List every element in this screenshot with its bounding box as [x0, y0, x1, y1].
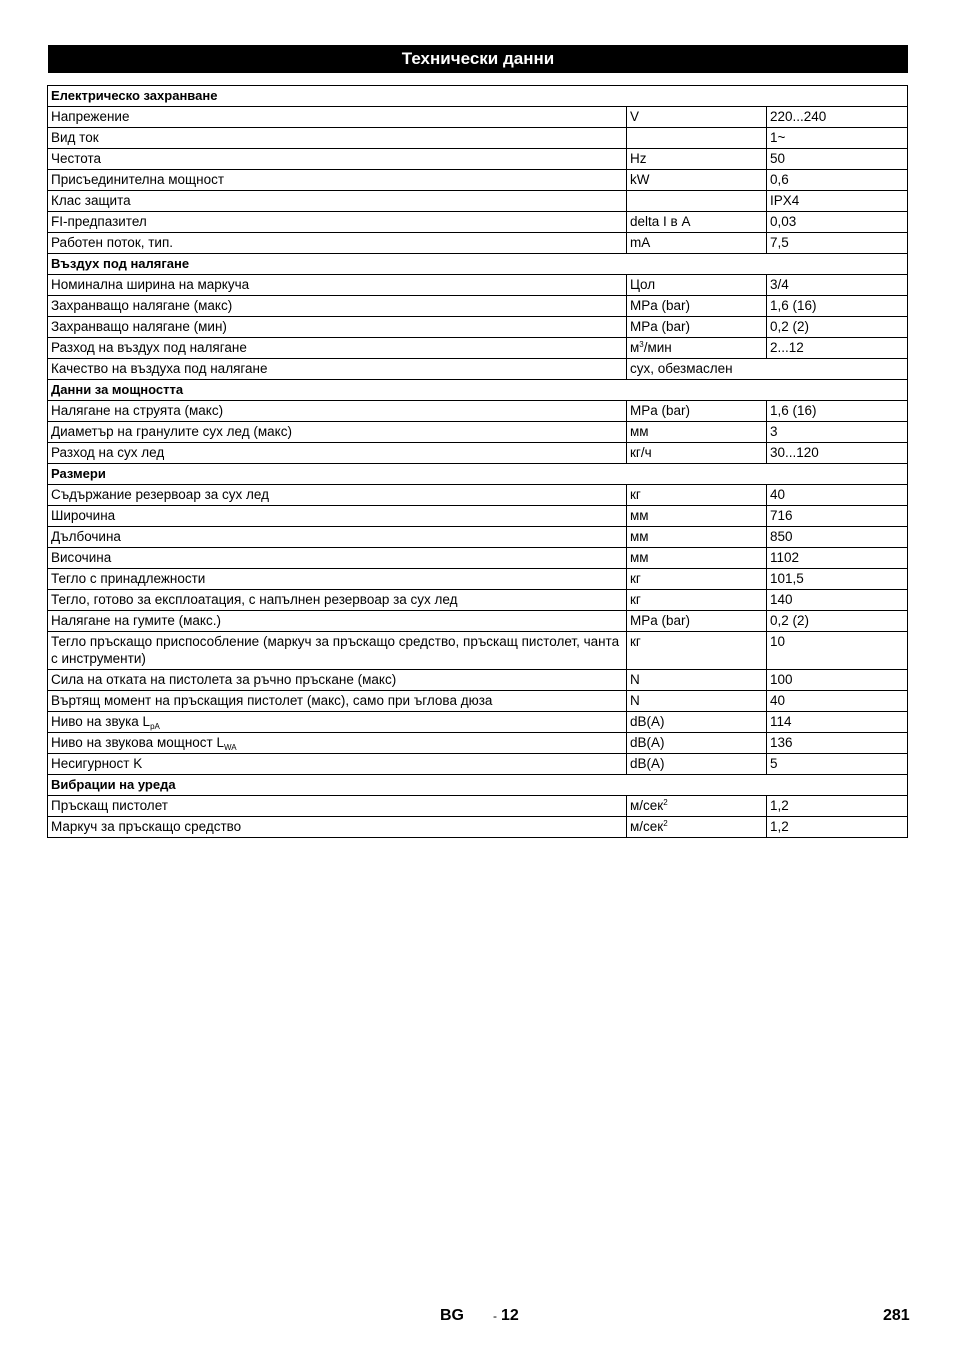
row-unit	[627, 359, 908, 380]
row-value: 10	[767, 632, 908, 670]
table-row	[48, 401, 908, 422]
row-value: 3	[767, 422, 908, 443]
row-unit-text: dB(A)	[630, 756, 665, 771]
footer-page-number: 281	[883, 1307, 910, 1324]
table-row	[48, 359, 908, 380]
row-value: 50	[767, 149, 908, 170]
row-label-text: Присъединителна мощност	[51, 172, 225, 187]
row-label-subscript: WA	[224, 743, 237, 752]
row-label	[48, 632, 627, 670]
row-unit-text: V	[630, 109, 640, 124]
row-label-text: Широчина	[51, 508, 116, 523]
row-label	[48, 691, 627, 712]
row-label-text: Клас защита	[51, 193, 131, 208]
row-unit-text: N	[630, 672, 640, 687]
row-unit	[627, 670, 767, 691]
row-label	[48, 422, 627, 443]
row-unit-text: кг	[630, 487, 641, 502]
row-unit	[627, 233, 767, 254]
row-unit-text: кг/ч	[630, 445, 652, 460]
table-row	[48, 338, 908, 359]
row-value: 0,03	[767, 212, 908, 233]
row-label-text: Вид ток	[51, 130, 99, 145]
row-value: 850	[767, 527, 908, 548]
row-label	[48, 712, 627, 733]
row-unit	[627, 149, 767, 170]
table-row	[48, 796, 908, 817]
row-label	[48, 548, 627, 569]
row-unit-text: dB(A)	[630, 735, 665, 750]
row-value: 1,2	[767, 796, 908, 817]
row-unit	[627, 170, 767, 191]
row-value: 0,6	[767, 170, 908, 191]
row-unit-text: мм	[630, 550, 649, 565]
row-unit-text: kW	[630, 172, 650, 187]
row-label-text: Съдържание резервоар за сух лед	[51, 487, 269, 502]
row-label-text: Несигурност K	[51, 756, 143, 771]
row-unit-text: м/сек	[630, 819, 664, 834]
row-label-text: Ниво на звукова мощност L	[51, 735, 224, 750]
row-label	[48, 359, 627, 380]
row-unit-text: кг	[630, 634, 641, 649]
table-row	[48, 569, 908, 590]
row-value: 100	[767, 670, 908, 691]
table-row	[48, 506, 908, 527]
row-unit	[627, 128, 767, 149]
row-unit-text: mA	[630, 235, 651, 250]
row-label-text: Честота	[51, 151, 102, 166]
row-value: 7,5	[767, 233, 908, 254]
table-row	[48, 817, 908, 838]
row-unit-text: dB(A)	[630, 714, 665, 729]
row-unit	[627, 817, 767, 838]
row-unit	[627, 527, 767, 548]
section-heading: Вибрации на уреда	[48, 775, 908, 796]
row-unit	[627, 401, 767, 422]
row-label-text: Номинална ширина на маркуча	[51, 277, 250, 292]
row-value: 220...240	[767, 107, 908, 128]
row-label-text: FI-предпазител	[51, 214, 147, 229]
table-row	[48, 317, 908, 338]
row-unit	[627, 191, 767, 212]
table-row	[48, 191, 908, 212]
row-label-text: Разход на сух лед	[51, 445, 165, 460]
row-unit	[627, 317, 767, 338]
row-label-text: Налягане на струята (макс)	[51, 403, 224, 418]
row-unit-text: м/сек	[630, 798, 664, 813]
footer-page-local-number: 12	[501, 1307, 519, 1324]
row-label-text: Височина	[51, 550, 112, 565]
row-label-text: Напрежение	[51, 109, 130, 124]
row-unit	[627, 296, 767, 317]
row-value: 5	[767, 754, 908, 775]
row-label	[48, 170, 627, 191]
row-unit	[627, 275, 767, 296]
row-value: IPX4	[767, 191, 908, 212]
row-unit	[627, 590, 767, 611]
row-label	[48, 527, 627, 548]
row-unit-text: мм	[630, 424, 649, 439]
row-label	[48, 817, 627, 838]
row-value: 1,6 (16)	[767, 296, 908, 317]
row-label	[48, 191, 627, 212]
row-label-text: Качество на въздуха под налягане	[51, 361, 268, 376]
row-unit-text: кг	[630, 592, 641, 607]
row-label-text: Дълбочина	[51, 529, 121, 544]
footer-language: BG	[440, 1307, 464, 1324]
row-unit	[627, 796, 767, 817]
row-unit	[627, 506, 767, 527]
row-label	[48, 233, 627, 254]
row-label	[48, 506, 627, 527]
row-label-text: Тегло с принадлежности	[51, 571, 206, 586]
row-unit-text: MPa (bar)	[630, 298, 691, 313]
row-label	[48, 733, 627, 754]
row-label-text: Диаметър на гранулите сух лед (макс)	[51, 424, 292, 439]
row-value: 101,5	[767, 569, 908, 590]
row-value: 40	[767, 691, 908, 712]
row-label	[48, 485, 627, 506]
section-heading: Данни за мощността	[48, 380, 908, 401]
row-label	[48, 107, 627, 128]
row-label	[48, 212, 627, 233]
table-row	[48, 443, 908, 464]
row-unit-superscript: 2	[663, 819, 668, 828]
row-unit	[627, 443, 767, 464]
row-label	[48, 317, 627, 338]
footer-page-local	[493, 1307, 519, 1325]
table-row	[48, 422, 908, 443]
row-label	[48, 590, 627, 611]
row-label-text: Пръскащ пистолет	[51, 798, 168, 813]
row-label-text: Сила на отката на пистолета за ръчно пръскане (макс)	[51, 672, 397, 687]
row-unit-text: delta I в A	[630, 214, 691, 229]
row-value: 1102	[767, 548, 908, 569]
row-label-text: Налягане на гумите (макс.)	[51, 613, 221, 628]
row-value: 1~	[767, 128, 908, 149]
row-label	[48, 149, 627, 170]
row-value: 114	[767, 712, 908, 733]
page-title: Технически данни	[48, 45, 908, 73]
row-label-text: Работен поток, тип.	[51, 235, 174, 250]
row-unit-text: мм	[630, 529, 649, 544]
row-label	[48, 401, 627, 422]
table-row	[48, 107, 908, 128]
technical-data-table	[47, 85, 908, 838]
row-value: 30...120	[767, 443, 908, 464]
table-row	[48, 611, 908, 632]
table-row	[48, 170, 908, 191]
table-row	[48, 590, 908, 611]
row-label	[48, 611, 627, 632]
row-label	[48, 443, 627, 464]
row-label	[48, 296, 627, 317]
row-unit	[627, 712, 767, 733]
row-value: 1,6 (16)	[767, 401, 908, 422]
table-row	[48, 296, 908, 317]
row-unit-text: MPa (bar)	[630, 319, 691, 334]
row-label	[48, 275, 627, 296]
row-label	[48, 670, 627, 691]
table-row	[48, 233, 908, 254]
row-label	[48, 796, 627, 817]
row-value: 140	[767, 590, 908, 611]
row-unit	[627, 632, 767, 670]
section-heading: Размери	[48, 464, 908, 485]
row-unit	[627, 422, 767, 443]
row-unit-text: мм	[630, 508, 649, 523]
row-label	[48, 338, 627, 359]
row-label-text: Захранващо налягане (мин)	[51, 319, 227, 334]
table-row	[48, 128, 908, 149]
row-unit-text: Hz	[630, 151, 647, 166]
row-label	[48, 754, 627, 775]
table-row	[48, 670, 908, 691]
row-value: 1,2	[767, 817, 908, 838]
table-row	[48, 275, 908, 296]
section-heading-row	[48, 254, 908, 275]
row-value: 0,2 (2)	[767, 317, 908, 338]
section-heading-row	[48, 86, 908, 107]
row-label-text: Захранващо налягане (макс)	[51, 298, 233, 313]
row-unit-superscript: 3	[639, 340, 644, 349]
row-unit-tail: /мин	[643, 340, 672, 355]
table-row	[48, 149, 908, 170]
row-value: 40	[767, 485, 908, 506]
table-row	[48, 548, 908, 569]
table-row	[48, 527, 908, 548]
table-row	[48, 632, 908, 670]
row-unit-text: кг	[630, 571, 641, 586]
row-label-text: Тегло, готово за експлоатация, с напълнен резервоар за сух лед	[51, 592, 458, 607]
row-value: 716	[767, 506, 908, 527]
row-label-text: Ниво на звука L	[51, 714, 151, 729]
row-unit	[627, 691, 767, 712]
row-unit-text: Цол	[630, 277, 656, 292]
row-label-text: Разход на въздух под налягане	[51, 340, 247, 355]
row-unit-text: N	[630, 693, 640, 708]
table-row	[48, 691, 908, 712]
row-label	[48, 569, 627, 590]
row-unit-text: MPa (bar)	[630, 403, 691, 418]
footer-page-dash: -	[493, 1309, 497, 1323]
row-unit-text: м	[630, 340, 640, 355]
row-value: 136	[767, 733, 908, 754]
row-unit-text: MPa (bar)	[630, 613, 691, 628]
table-row	[48, 712, 908, 733]
row-unit	[627, 611, 767, 632]
section-heading-row	[48, 380, 908, 401]
section-heading-row	[48, 775, 908, 796]
row-unit	[627, 569, 767, 590]
row-unit	[627, 548, 767, 569]
row-unit	[627, 338, 767, 359]
row-label-text: Тегло пръскащо приспособление (маркуч за пръскащо средство, пръскащ пистолет, чанта с инструменти)	[51, 634, 620, 666]
row-unit	[627, 212, 767, 233]
table-row	[48, 733, 908, 754]
table-row	[48, 754, 908, 775]
section-heading: Електрическо захранване	[48, 86, 908, 107]
section-heading: Въздух под налягане	[48, 254, 908, 275]
row-unit-text: сух, обезмаслен	[630, 361, 733, 376]
row-unit	[627, 754, 767, 775]
row-label-text: Въртящ момент на пръскащия пистолет (макс), само при ъглова дюза	[51, 693, 493, 708]
row-value: 3/4	[767, 275, 908, 296]
row-unit	[627, 733, 767, 754]
row-label-text: Маркуч за пръскащо средство	[51, 819, 242, 834]
row-unit	[627, 485, 767, 506]
table-row	[48, 485, 908, 506]
row-label	[48, 128, 627, 149]
row-unit	[627, 107, 767, 128]
technical-data-body	[48, 86, 908, 838]
row-value: 0,2 (2)	[767, 611, 908, 632]
section-heading-row	[48, 464, 908, 485]
row-unit-superscript: 2	[663, 798, 668, 807]
table-row	[48, 212, 908, 233]
row-label-subscript: pA	[150, 722, 160, 731]
row-value: 2...12	[767, 338, 908, 359]
